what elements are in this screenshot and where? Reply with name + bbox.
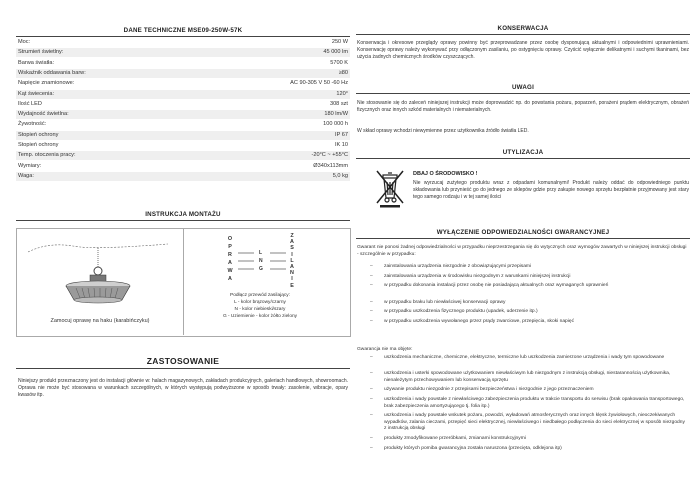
mounting-title-rule [16, 220, 350, 221]
gwarancja-intro-2: Gwarancja nie ma objęte: [357, 347, 413, 352]
spec-value: 5,0 kg [332, 172, 348, 179]
spec-row [16, 90, 350, 99]
gwarancja-rule [356, 238, 690, 239]
utylizacja-text: Nie wyrzucaj zużytego produktu wraz z odpadami komunalnymi! Produkt należy oddać do odpowiedniego punktu składowania lub przynieść go do jednego ze sklepów gdzie przy zakupie nowego sprzętu bezpłatnie przyjmowany jest stary tego samego rodzaju i w tej samej ilości [413, 180, 689, 201]
list-item [370, 309, 688, 316]
bullet-dash: – [370, 397, 373, 403]
bullet-dash: – [370, 283, 373, 289]
spec-value: Ø340x113mm [313, 162, 348, 169]
spec-value: 120° [336, 90, 348, 97]
wiring-line: N - kolor niebieski/szary [234, 307, 286, 312]
list-item-text: w przypadku uszkodzenia wywołanego przez prądy zwarciowe, przepięcia, skoki napięć [384, 319, 575, 324]
list-item [370, 264, 688, 271]
spec-row [16, 151, 350, 160]
spec-value: IP 67 [335, 131, 348, 138]
spec-value: 250 W [331, 39, 348, 45]
mounting-left-caption: Zamocuj oprawę na haku (karabińczyku) [50, 318, 150, 324]
bullet-dash: – [370, 319, 373, 324]
spec-value: 100 000 h [323, 121, 348, 128]
spec-row [16, 79, 350, 88]
uwagi-text-2: W skład oprawy wchodzi niewymienne przez użytkownika źródło światła LED. [357, 128, 529, 134]
wire-label-g: G [259, 266, 263, 272]
vertical-letter: I [291, 251, 293, 258]
vertical-letter: I [291, 276, 293, 283]
list-item-text: uszkodzenia i wady powstałe wskutek pożaru, powodzi, wyładowań atmosferycznych oraz innych klęsk żywiołowych, nieoczekiwanych wypadków, zalania cieczami, przepięć sieci elektrycznej, niewłaściwego i niedbałego podłączenia do sieci elektrycznej w sposób niezgodny z instrukcją obsługi [384, 413, 685, 432]
uwagi-rule [356, 93, 690, 94]
spec-row [16, 48, 350, 57]
spec-row [16, 59, 350, 68]
bullet-dash: – [370, 413, 373, 419]
spec-row [16, 120, 350, 129]
vertical-letter: A [290, 239, 294, 246]
konserwacja-rule [356, 34, 690, 35]
spec-title-rule [16, 36, 350, 37]
spec-row [16, 38, 350, 47]
spec-value: 45 000 lm [323, 49, 348, 56]
utylizacja-subtitle: DBAJ O ŚRODOWISKO ! [413, 171, 478, 177]
spec-label: Wydajność świetlna: [18, 111, 69, 118]
spec-row [16, 141, 350, 150]
spec-label: Stopień ochrony [18, 142, 59, 148]
gwarancja-title: WYŁĄCZENIE ODPOWIEDZIALNOŚCI GWARANCYJNEJ [436, 229, 610, 236]
spec-label: Strumień świetlny: [18, 49, 64, 56]
vertical-letter: N [290, 270, 294, 277]
wiring-line: Podłącz przewód zasilający: [230, 293, 290, 298]
vertical-letter: O [227, 236, 233, 242]
list-item [370, 397, 688, 410]
spec-title: DANE TECHNICZNE MSE09-250W-57K [123, 27, 243, 34]
list-item [370, 300, 688, 307]
spec-value: ≥80 [338, 69, 348, 76]
spec-label: Stopień ochrony [18, 131, 59, 138]
spec-label: Napięcie znamionowe: [18, 80, 75, 87]
list-item-text: produkty których pomiba gwarancyjna została naruszona (przecięta, odklejona itp) [384, 445, 562, 451]
wiring-line: G - Uziemienie - kolor żółto zielony [222, 314, 298, 319]
vertical-letter: A [228, 276, 232, 282]
spec-value: AC 90-305 V 50 -60 Hz [290, 80, 348, 87]
list-item [370, 413, 688, 433]
uwagi-title: UWAGI [512, 84, 534, 91]
list-item-text: w przypadku dokonania instalacji przez osobę nie posiadającą aktualnych oraz wymaganych uprawnień [384, 283, 609, 289]
list-item-text: uszkodzenia mechaniczne, chemiczne, elektryczne, termiczne lub uszkodzenia zamierzone urządzenia i wady tym spowodowane [384, 355, 665, 360]
spec-label: Wymiary: [18, 162, 42, 169]
vertical-letter: P [228, 244, 232, 250]
vertical-letter: S [290, 245, 294, 252]
utylizacja-title: UTYLIZACJA [502, 149, 544, 156]
spec-label: Wskaźnik oddawania barw: [18, 69, 86, 76]
bullet-dash: – [370, 387, 373, 393]
wire-label-n: N [259, 258, 263, 264]
spec-row [16, 172, 350, 181]
bullet-dash: – [370, 355, 373, 360]
bullet-dash: – [370, 273, 373, 279]
list-item-text: w przypadku braku lub niewłaściwej konserwacji oprawy [384, 299, 506, 305]
spec-value: 5700 K [330, 59, 348, 66]
vertical-letter: A [290, 264, 294, 270]
spec-label: Temp. otoczenia pracy: [18, 152, 76, 159]
list-item-text: w przypadku uszkodzenia fizycznego produktu (upadek, uderzenie itp.) [384, 309, 538, 315]
list-item-text: używanie produktu niezgodnie z przepisami bezpieczeństwa i niezgodnie z jego przeznaczeniem [384, 387, 594, 393]
spec-label: Barwa światła: [18, 59, 55, 66]
list-item [370, 446, 688, 453]
bullet-dash: – [370, 309, 373, 315]
mounting-title: INSTRUKCJA MONTAŻU [145, 211, 221, 218]
wiring-line: L - kolor brązowy/czarny [234, 300, 286, 305]
uwagi-text-1: Nie stosowanie się do zaleceń niniejszej instrukcji może doprowadzić np. do powstania pożaru, poparzeń, porażeni prądem elektrycznym, obrażeń fizycznych oraz innych szkód materialnych i niematerialnych. [357, 100, 689, 114]
utylizacja-rule [356, 158, 690, 159]
vertical-letter: A [228, 260, 232, 266]
bullet-dash: – [370, 445, 373, 451]
highbay-lamp-illustration [28, 238, 168, 313]
list-item [370, 436, 688, 443]
vertical-letter: W [227, 268, 233, 274]
spec-value: IK 10 [334, 142, 348, 148]
list-item [370, 319, 688, 326]
list-item-text: produkty zmodyfikowane przeróbkami, zmianami konstrukcyjnymi [384, 436, 526, 441]
list-item [370, 387, 688, 394]
bullet-dash: – [370, 299, 373, 305]
spec-row [16, 69, 350, 78]
bullet-dash: – [370, 264, 373, 269]
konserwacja-title: KONSERWACJA [497, 25, 549, 32]
list-item [370, 355, 688, 368]
spec-row [16, 100, 350, 109]
vertical-letter: R [228, 252, 232, 258]
vertical-letter: E [290, 282, 294, 289]
spec-value: 308 szt [329, 100, 348, 107]
spec-row [16, 110, 350, 119]
list-item [370, 274, 688, 281]
list-item-text: zainstalowania urządzenia w środowisku niezgodnym z warunkami niniejszej instrukcji [384, 273, 571, 279]
list-item [370, 283, 688, 296]
spec-value: 180 lm/W [324, 111, 348, 118]
bullet-dash: – [370, 371, 373, 377]
vertical-letter: L [290, 257, 294, 264]
list-item-text: uszkodzenia i usterki spowodowane użytkowaniem niewłaściwym lub niezgodnym z instrukcją obsługi, niestarannością użytkownika, nienależytym przechowywaniem lub konserwacją sprzętu [384, 371, 671, 383]
list-item-text: zainstalowania urządzenia niezgodnie z obowiązującymi przepisami [384, 264, 532, 269]
zastosowanie-text: Niniejszy produkt przeznaczony jest do instalacji głównie w: halach magazynowych, zakładach produkcyjnych, galeriach handlowych, showroomach. Oprawa nie może być stosowana w warunkach szczególnych, w których występują podwyższone w sposób trwały: zasolenie, wibracje, opary kwasów itp. [18, 378, 348, 399]
spec-row [16, 131, 350, 140]
spec-label: Moc: [18, 39, 31, 45]
gwarancja-intro: Gwarant nie ponosi żadnej odpowiedzialności w przypadku nieprzestrzegania się do wytycznych oraz wymogów zawartych w niniejszej instrukcji obsługi - szczególnie w przypadku: [357, 245, 687, 257]
weee-bin-icon [372, 168, 408, 208]
mounting-box-divider [183, 228, 184, 335]
spec-row [16, 162, 350, 171]
konserwacja-text: Konserwacja i okresowe przeglądy oprawy powinny być przeprowadzane przez osobę dysponującą aktualnymi i odpowiednimi uprawnieniami. Konserwację oprawy należy wykonywać przy odłączonym zasilaniu, po ostygnięciu oprawy. Czyścić wyłącznie delikatnymi i suchymi tkaninami, bez użycia żadnych chemicznych środków czyszczących. [357, 40, 689, 61]
bullet-dash: – [370, 436, 373, 441]
wire-label-l: L [259, 250, 263, 256]
spec-label: Kąt świecenia: [18, 90, 55, 97]
zastosowanie-title: ZASTOSOWANIE [146, 356, 220, 366]
spec-value: -20°C ~ +55°C [311, 152, 348, 159]
zastosowanie-rule [16, 368, 350, 369]
vertical-letter: Z [290, 233, 294, 239]
list-item [370, 371, 688, 384]
list-item-text: uszkodzenia i wady powstałe z niewłaściwego zabezpieczenia produktu w trakcie transportu do serwisu (brak opakowania transportowego, brak zabezpieczenia amortyzującego tj. folia itp.) [384, 397, 685, 409]
spec-label: Żywotność: [18, 121, 47, 128]
spec-label: Ilość LED [18, 100, 42, 107]
spec-label: Waga: [18, 172, 34, 179]
